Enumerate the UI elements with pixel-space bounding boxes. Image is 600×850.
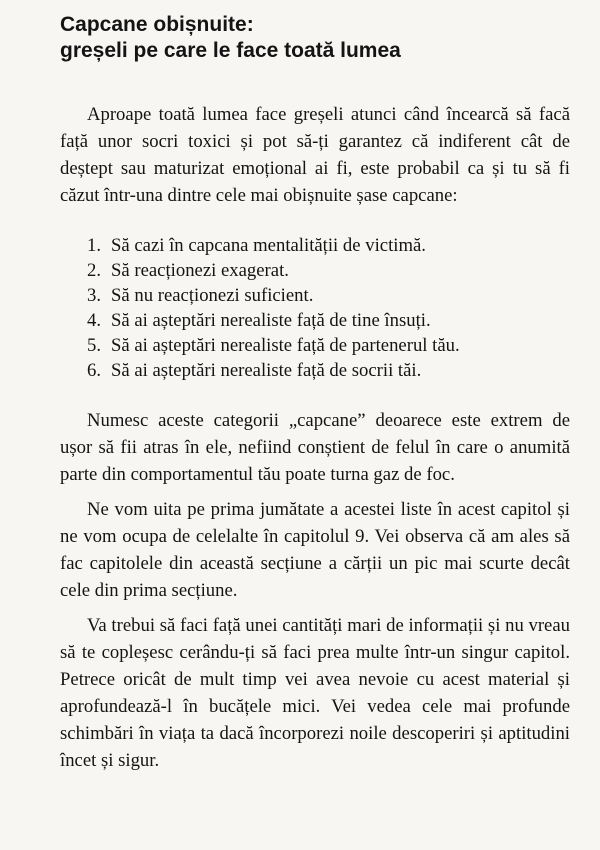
- list-text: Să ai așteptări nerealiste față de socrii tăi.: [111, 360, 422, 381]
- list-item: [87, 358, 570, 383]
- paragraph-chapter-plan: Ne vom uita pe prima jumătate a acestei liste în acest capitol și ne vom ocupa de celelalte în capitolul 9. Vei observa că am ales să fac capitolele din această secțiune a cărții un pic mai scurte decât cele din prima secțiune.: [60, 499, 570, 601]
- list-number: 6.: [87, 360, 102, 381]
- list-text: Să nu reacționezi suficient.: [111, 285, 314, 306]
- intro-paragraph: Aproape toată lumea face greșeli atunci când încearcă să facă față unor socri toxici și pot să-ți garantez că indiferent cât de deștept sau maturizat emoțional ai fi, este probabil ca și tu să fi căzut într-una dintre cele mai obișnuite șase capcane:: [60, 104, 570, 206]
- heading-line-1: Capcane obișnuite:: [60, 13, 254, 36]
- list-number: 2.: [87, 260, 102, 281]
- list-number: 1.: [87, 235, 102, 256]
- list-text: Să ai așteptări nerealiste față de partenerul tău.: [111, 335, 460, 356]
- list-item: [87, 308, 570, 333]
- list-text: Să reacționezi exagerat.: [111, 260, 289, 281]
- list-text: Să cazi în capcana mentalității de victimă.: [111, 235, 426, 256]
- list-item: [87, 333, 570, 358]
- list-number: 3.: [87, 285, 102, 306]
- list-item: [87, 258, 570, 283]
- heading-line-2: greșeli pe care le face toată lumea: [60, 39, 401, 62]
- list-item: [87, 283, 570, 308]
- paragraph-advice: Va trebui să faci față unei cantități mari de informații și nu vreau să te copleșesc cerându-ți să faci prea multe într-un singur capitol. Petrece oricât de mult timp vei avea nevoie cu acest material și aprofundează-l în bucățele mici. Vei vedea cele mai profunde schimbări în viața ta dacă încorporezi noile descoperiri și aptitudini încet și sigur.: [60, 615, 570, 771]
- list-item: [87, 233, 570, 258]
- list-number: 5.: [87, 335, 102, 356]
- list-number: 4.: [87, 310, 102, 331]
- traps-list: [60, 233, 570, 383]
- list-text: Să ai așteptări nerealiste față de tine însuți.: [111, 310, 431, 331]
- paragraph-traps-explained: Numesc aceste categorii „capcane” deoarece este extrem de ușor să fii atras în ele, nefiind conștient de felul în care o anumită parte din comportamentul tău poate turna gaz de foc.: [60, 410, 570, 485]
- section-heading: [60, 12, 570, 64]
